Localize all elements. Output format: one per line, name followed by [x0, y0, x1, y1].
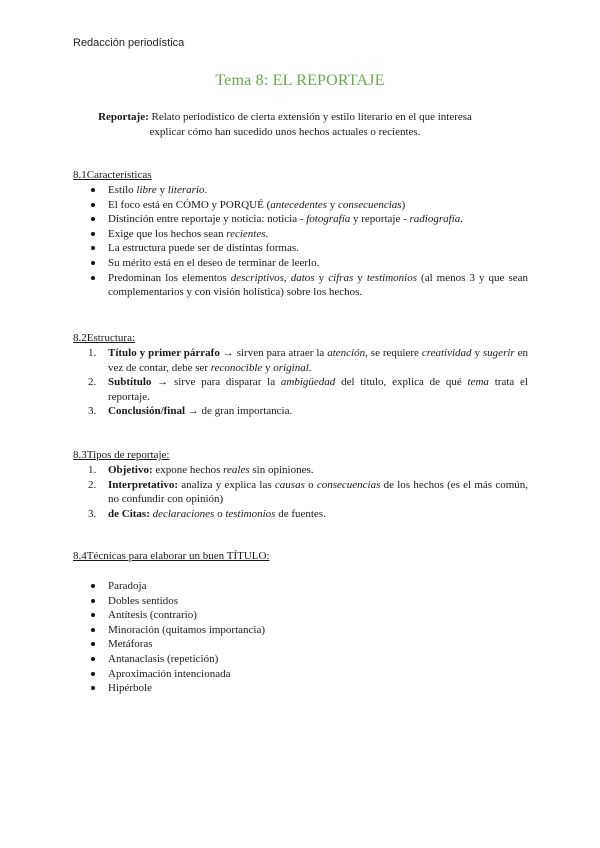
document-header: Redacción periodística	[73, 37, 185, 49]
list-item: Metáforas	[88, 637, 528, 652]
list-item: El foco está en CÓMO y PORQUÉ (antecedentes y consecuencias)	[88, 198, 528, 213]
list-item: 3. de Citas: declaraciones o testimonios de fuentes.	[88, 507, 326, 520]
list-item: Antítesis (contrario)	[88, 608, 528, 623]
list-item: 3. Conclusión/final → de gran importancia.	[88, 405, 293, 418]
list-item: Su mérito está en el deseo de terminar de leerlo.	[88, 256, 528, 271]
section-title-estructura: 8.2Estructura:	[73, 332, 136, 344]
list-item: Minoración (quitamos importancia)	[88, 623, 528, 638]
section-title-tecnicas: 8.4Técnicas para elaborar un buen TÍTULO:	[73, 550, 270, 562]
list-item: Paradoja	[88, 579, 528, 594]
list-item: 1. Título y primer párrafo → sirven para atraer la atención, se requiere creatividad y sugerir en vez de contar, debe ser reconocible y original.	[88, 347, 528, 374]
list-item: Dobles sentidos	[88, 594, 528, 609]
section-title-tipos: 8.3Tipos de reportaje:	[73, 449, 170, 461]
page-title: Tema 8: EL REPORTAJE	[215, 72, 385, 89]
section-title-caracteristicas: 8.1Características	[73, 169, 152, 181]
list-item: 1. Objetivo: expone hechos reales sin opiniones.	[88, 464, 314, 476]
list-item: 2. Subtítulo → sirve para disparar la ambigüedad del título, explica de qué tema trata el reportaje.	[88, 376, 528, 403]
caracteristicas-list	[88, 183, 528, 300]
list-item: Hipérbole	[88, 681, 528, 696]
list-item: Antanaclasis (repetición)	[88, 652, 528, 667]
list-item: Estilo libre y literario.	[88, 183, 528, 198]
list-item: Distinción entre reportaje y noticia: noticia - fotografía y reportaje - radiografía.	[88, 212, 528, 227]
tecnicas-list	[88, 579, 528, 696]
list-item: Exige que los hechos sean recientes.	[88, 227, 528, 242]
definition-block	[90, 110, 480, 140]
list-item: Aproximación intencionada	[88, 667, 528, 682]
definition-text-2: explicar cómo han sucedido unos hechos actuales o recientes.	[149, 126, 421, 138]
list-item: La estructura puede ser de distintas formas.	[88, 241, 528, 256]
tipos-list	[88, 463, 528, 521]
definition-term: Reportaje:	[98, 111, 149, 123]
definition-text-1: Relato periodístico de cierta extensión y estilo literario en el que interesa	[148, 111, 472, 123]
list-item: Predominan los elementos descriptivos, datos y cifras y testimonios (al menos 3 y que sean complementarios y con visión holística) sobre los hechos.	[88, 271, 528, 300]
estructura-list	[88, 346, 528, 419]
list-item: 2. Interpretativo: analiza y explica las causas o consecuencias de los hechos (es el más común, no confundir con opinión)	[88, 478, 529, 506]
